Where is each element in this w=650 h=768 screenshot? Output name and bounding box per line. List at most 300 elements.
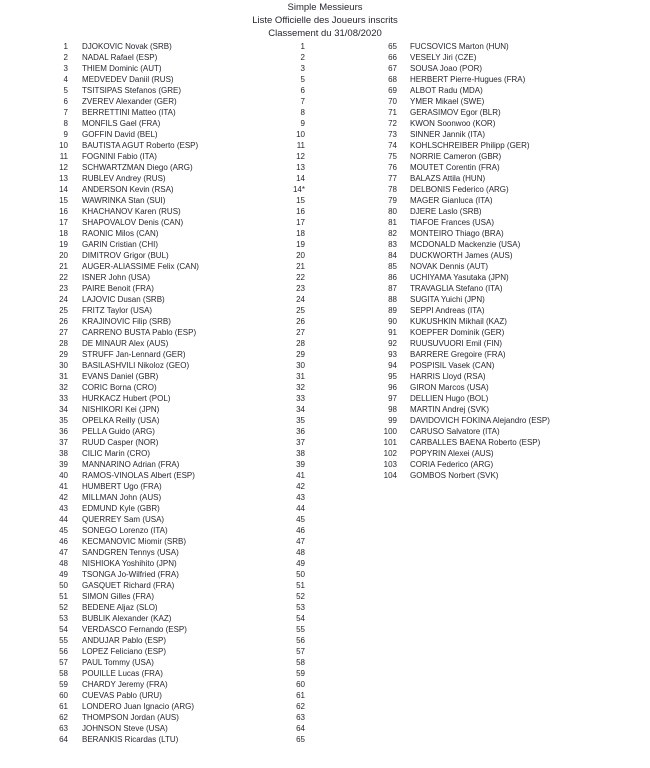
entry-number: 91: [388, 328, 397, 337]
player-name: UCHIYAMA Yasutaka (JPN): [410, 273, 509, 282]
player-ranking: 60: [296, 680, 305, 689]
player-ranking: 3: [300, 64, 305, 73]
player-name: CORIC Borna (CRO): [82, 383, 157, 392]
player-name: HERBERT Pierre-Hugues (FRA): [410, 75, 526, 84]
player-ranking: 15: [296, 196, 305, 205]
player-name: NOVAK Dennis (AUT): [410, 262, 489, 271]
entry-number: 39: [59, 460, 68, 469]
list-item: [330, 305, 650, 316]
entry-number: 79: [388, 196, 397, 205]
list-item: [0, 129, 305, 140]
player-ranking: 48: [296, 548, 305, 557]
list-item: [330, 437, 650, 448]
player-name: GASQUET Richard (FRA): [82, 581, 175, 590]
entry-number: 60: [59, 691, 68, 700]
entry-number: 53: [59, 614, 68, 623]
list-item: [0, 690, 305, 701]
player-name: BALAZS Attila (HUN): [410, 174, 486, 183]
list-item: [0, 734, 305, 745]
list-item: [330, 107, 650, 118]
entry-number: 49: [59, 570, 68, 579]
entry-number: 44: [59, 515, 68, 524]
player-name: EVANS Daniel (GBR): [82, 372, 159, 381]
entry-number: 24: [59, 295, 68, 304]
list-item: [0, 261, 305, 272]
player-name: NISHIOKA Yoshihito (JPN): [82, 559, 177, 568]
list-item: [330, 327, 650, 338]
list-item: [330, 195, 650, 206]
entry-number: 82: [388, 229, 397, 238]
player-name: VERDASCO Fernando (ESP): [82, 625, 187, 634]
player-name: GARIN Cristian (CHI): [82, 240, 159, 249]
entry-number: 10: [59, 141, 68, 150]
player-name: BASILASHVILI Nikoloz (GEO): [82, 361, 190, 370]
player-ranking: 54: [296, 614, 305, 623]
player-ranking: 29: [296, 350, 305, 359]
player-name: GERASIMOV Egor (BLR): [410, 108, 501, 117]
entry-number: 59: [59, 680, 68, 689]
entry-number: 84: [388, 251, 397, 260]
list-item: [0, 250, 305, 261]
list-item: [0, 712, 305, 723]
list-item: [330, 426, 650, 437]
player-ranking: 42: [296, 482, 305, 491]
entry-number: 56: [59, 647, 68, 656]
list-item: [330, 360, 650, 371]
player-name: MONTEIRO Thiago (BRA): [410, 229, 504, 238]
player-name: SCHWARTZMAN Diego (ARG): [82, 163, 193, 172]
player-ranking: 46: [296, 526, 305, 535]
entry-number: 80: [388, 207, 397, 216]
entry-number: 12: [59, 163, 68, 172]
player-name: MONFILS Gael (FRA): [82, 119, 161, 128]
list-item: [0, 558, 305, 569]
list-item: [0, 349, 305, 360]
player-ranking: 12: [296, 152, 305, 161]
entry-number: 74: [388, 141, 397, 150]
list-item: [0, 459, 305, 470]
list-item: [0, 173, 305, 184]
player-name: DELLIEN Hugo (BOL): [410, 394, 489, 403]
list-item: [0, 602, 305, 613]
player-ranking: 64: [296, 724, 305, 733]
entry-number: 7: [63, 108, 68, 117]
player-name: GOFFIN David (BEL): [82, 130, 158, 139]
entry-number: 22: [59, 273, 68, 282]
entry-number: 99: [388, 416, 397, 425]
list-item: [330, 294, 650, 305]
entry-number: 3: [63, 64, 68, 73]
player-name: MARTIN Andrej (SVK): [410, 405, 489, 414]
player-name: KECMANOVIC Miomir (SRB): [82, 537, 187, 546]
entry-number: 100: [383, 427, 397, 436]
player-name: POSPISIL Vasek (CAN): [410, 361, 495, 370]
entry-number: 29: [59, 350, 68, 359]
player-ranking: 33: [296, 394, 305, 403]
player-name: TRAVAGLIA Stefano (ITA): [410, 284, 503, 293]
player-ranking: 39: [296, 460, 305, 469]
player-name: POUILLE Lucas (FRA): [82, 669, 163, 678]
player-name: KHACHANOV Karen (RUS): [82, 207, 181, 216]
player-ranking: 63: [296, 713, 305, 722]
list-item: [0, 162, 305, 173]
player-name: BUBLIK Alexander (KAZ): [82, 614, 172, 623]
player-name: MCDONALD Mackenzie (USA): [410, 240, 521, 249]
player-ranking: 13: [296, 163, 305, 172]
player-name: ANDUJAR Pablo (ESP): [82, 636, 167, 645]
list-item: [330, 283, 650, 294]
player-name: SEPPI Andreas (ITA): [410, 306, 485, 315]
list-item: [330, 41, 650, 52]
list-item: [330, 371, 650, 382]
player-name: CORIA Federico (ARG): [410, 460, 494, 469]
player-name: SINNER Jannik (ITA): [410, 130, 485, 139]
list-item: [0, 393, 305, 404]
entry-number: 8: [63, 119, 68, 128]
player-name: FUCSOVICS Marton (HUN): [410, 42, 509, 51]
player-ranking: 38: [296, 449, 305, 458]
entry-number: 95: [388, 372, 397, 381]
entry-number: 81: [388, 218, 397, 227]
player-name: DE MINAUR Alex (AUS): [82, 339, 169, 348]
list-item: [0, 668, 305, 679]
player-name: THOMPSON Jordan (AUS): [82, 713, 179, 722]
player-name: RAONIC Milos (CAN): [82, 229, 159, 238]
entry-number: 90: [388, 317, 397, 326]
player-name: KOEPFER Dominik (GER): [410, 328, 505, 337]
list-item: [0, 338, 305, 349]
entry-number: 66: [388, 53, 397, 62]
entry-number: 33: [59, 394, 68, 403]
player-ranking: 49: [296, 559, 305, 568]
document-header: [0, 1, 650, 40]
list-item: [0, 206, 305, 217]
players-list-right: [330, 41, 650, 481]
player-ranking: 8: [300, 108, 305, 117]
list-item: [0, 283, 305, 294]
player-ranking: 18: [296, 229, 305, 238]
player-name: SOUSA Joao (POR): [410, 64, 483, 73]
entry-number: 23: [59, 284, 68, 293]
entry-number: 30: [59, 361, 68, 370]
entry-number: 18: [59, 229, 68, 238]
entry-number: 50: [59, 581, 68, 590]
player-ranking: 19: [296, 240, 305, 249]
player-name: PAUL Tommy (USA): [82, 658, 154, 667]
list-item: [0, 96, 305, 107]
player-name: ALBOT Radu (MDA): [410, 86, 483, 95]
list-item: [0, 140, 305, 151]
player-name: OPELKA Reilly (USA): [82, 416, 160, 425]
player-name: NISHIKORI Kei (JPN): [82, 405, 160, 414]
player-ranking: 57: [296, 647, 305, 656]
entry-number: 40: [59, 471, 68, 480]
list-item: [0, 151, 305, 162]
list-item: [0, 580, 305, 591]
player-ranking: 10: [296, 130, 305, 139]
entry-number: 27: [59, 328, 68, 337]
entry-number: 1: [63, 42, 68, 51]
entry-number: 92: [388, 339, 397, 348]
entry-number: 6: [63, 97, 68, 106]
list-item: [0, 481, 305, 492]
list-item: [0, 503, 305, 514]
player-ranking: 27: [296, 328, 305, 337]
entry-number: 55: [59, 636, 68, 645]
list-item: [0, 525, 305, 536]
list-item: [0, 41, 305, 52]
list-item: [330, 470, 650, 481]
list-item: [330, 140, 650, 151]
player-name: KRAJINOVIC Filip (SRB): [82, 317, 171, 326]
player-name: RUUSUVUORI Emil (FIN): [410, 339, 502, 348]
player-ranking: 25: [296, 306, 305, 315]
player-name: GIRON Marcos (USA): [410, 383, 489, 392]
entry-number: 25: [59, 306, 68, 315]
list-item: [330, 349, 650, 360]
list-item: [330, 228, 650, 239]
player-name: WAWRINKA Stan (SUI): [82, 196, 166, 205]
doc-title: Simple Messieurs: [287, 2, 363, 13]
entry-number: 16: [59, 207, 68, 216]
list-item: [0, 305, 305, 316]
entry-number: 87: [388, 284, 397, 293]
list-item: [0, 371, 305, 382]
list-item: [0, 217, 305, 228]
player-name: CHARDY Jeremy (FRA): [82, 680, 168, 689]
list-item: [0, 272, 305, 283]
player-ranking: 24: [296, 295, 305, 304]
list-item: [0, 679, 305, 690]
player-name: HUMBERT Ugo (FRA): [82, 482, 162, 491]
entry-number: 46: [59, 537, 68, 546]
list-item: [330, 184, 650, 195]
entry-number: 37: [59, 438, 68, 447]
entry-number: 96: [388, 383, 397, 392]
player-name: CILIC Marin (CRO): [82, 449, 151, 458]
entry-number: 94: [388, 361, 397, 370]
player-name: YMER Mikael (SWE): [410, 97, 485, 106]
list-item: [0, 327, 305, 338]
entry-number: 15: [59, 196, 68, 205]
doc-ranking-date: Classement du 31/08/2020: [268, 28, 382, 39]
entry-number: 67: [388, 64, 397, 73]
player-name: DELBONIS Federico (ARG): [410, 185, 509, 194]
player-name: BERRETTINI Matteo (ITA): [82, 108, 176, 117]
player-name: CUEVAS Pablo (URU): [82, 691, 162, 700]
player-name: ANDERSON Kevin (RSA): [82, 185, 174, 194]
player-name: TSONGA Jo-Wilfried (FRA): [82, 570, 179, 579]
player-ranking: 34: [296, 405, 305, 414]
player-ranking: 23: [296, 284, 305, 293]
entry-number: 31: [59, 372, 68, 381]
player-ranking: 32: [296, 383, 305, 392]
entry-number: 36: [59, 427, 68, 436]
player-name: CARUSO Salvatore (ITA): [410, 427, 500, 436]
entry-number: 69: [388, 86, 397, 95]
list-item: [330, 316, 650, 327]
player-ranking: 9: [300, 119, 305, 128]
list-item: [0, 591, 305, 602]
entry-number: 103: [383, 460, 397, 469]
entry-number: 58: [59, 669, 68, 678]
list-item: [330, 382, 650, 393]
list-item: [330, 338, 650, 349]
player-ranking: 30: [296, 361, 305, 370]
player-ranking: 35: [296, 416, 305, 425]
player-name: SHAPOVALOV Denis (CAN): [82, 218, 184, 227]
player-name: BERANKIS Ricardas (LTU): [82, 735, 179, 744]
entry-number: 32: [59, 383, 68, 392]
list-item: [0, 228, 305, 239]
entry-number: 71: [388, 108, 397, 117]
entry-number: 45: [59, 526, 68, 535]
player-ranking: 28: [296, 339, 305, 348]
player-name: QUERREY Sam (USA): [82, 515, 165, 524]
player-name: CARBALLES BAENA Roberto (ESP): [410, 438, 541, 447]
entry-number: 51: [59, 592, 68, 601]
player-name: STRUFF Jan-Lennard (GER): [82, 350, 186, 359]
list-item: [330, 250, 650, 261]
player-ranking: 55: [296, 625, 305, 634]
list-item: [0, 569, 305, 580]
player-name: VESELY Jiri (CZE): [410, 53, 477, 62]
entry-number: 17: [59, 218, 68, 227]
player-name: LONDERO Juan Ignacio (ARG): [82, 702, 195, 711]
entry-number: 14: [59, 185, 68, 194]
player-name: GOMBOS Norbert (SVK): [410, 471, 499, 480]
player-ranking: 59: [296, 669, 305, 678]
player-name: SUGITA Yuichi (JPN): [410, 295, 485, 304]
player-ranking: 7: [300, 97, 305, 106]
list-item: [0, 492, 305, 503]
player-name: TSITSIPAS Stefanos (GRE): [82, 86, 181, 95]
entry-number: 93: [388, 350, 397, 359]
list-item: [0, 646, 305, 657]
player-name: NADAL Rafael (ESP): [82, 53, 158, 62]
player-ranking: 47: [296, 537, 305, 546]
player-ranking: 20: [296, 251, 305, 260]
list-item: [330, 448, 650, 459]
entry-number: 54: [59, 625, 68, 634]
entry-number: 85: [388, 262, 397, 271]
player-ranking: 5: [300, 75, 305, 84]
player-ranking: 11: [296, 141, 305, 150]
entry-number: 102: [383, 449, 397, 458]
player-ranking: 61: [296, 691, 305, 700]
list-item: [0, 195, 305, 206]
entry-number: 26: [59, 317, 68, 326]
player-name: EDMUND Kyle (GBR): [82, 504, 160, 513]
list-item: [0, 63, 305, 74]
list-item: [330, 52, 650, 63]
entry-number: 52: [59, 603, 68, 612]
entry-number: 65: [388, 42, 397, 51]
list-item: [0, 701, 305, 712]
entry-number: 64: [59, 735, 68, 744]
player-name: DUCKWORTH James (AUS): [410, 251, 513, 260]
list-item: [330, 173, 650, 184]
list-item: [0, 239, 305, 250]
entry-number: 5: [63, 86, 68, 95]
entry-number: 76: [388, 163, 397, 172]
entry-number: 28: [59, 339, 68, 348]
entry-number: 57: [59, 658, 68, 667]
player-ranking: 6: [300, 86, 305, 95]
list-item: [0, 536, 305, 547]
player-ranking: 17: [296, 218, 305, 227]
list-item: [330, 118, 650, 129]
player-name: HURKACZ Hubert (POL): [82, 394, 171, 403]
player-name: AUGER-ALIASSIME Felix (CAN): [82, 262, 199, 271]
player-name: BEDENE Aljaz (SLO): [82, 603, 158, 612]
player-name: MILLMAN John (AUS): [82, 493, 162, 502]
player-name: MEDVEDEV Daniil (RUS): [82, 75, 174, 84]
entry-number: 19: [59, 240, 68, 249]
player-name: THIEM Dominic (AUT): [82, 64, 162, 73]
player-ranking: 44: [296, 504, 305, 513]
entry-number: 98: [388, 405, 397, 414]
list-item: [0, 547, 305, 558]
player-ranking: 65: [296, 735, 305, 744]
list-item: [0, 404, 305, 415]
list-item: [0, 316, 305, 327]
list-item: [330, 217, 650, 228]
entry-number: 101: [383, 438, 397, 447]
entry-number: 47: [59, 548, 68, 557]
entry-number: 9: [63, 130, 68, 139]
entry-number: 78: [388, 185, 397, 194]
list-item: [0, 184, 305, 195]
list-item: [330, 393, 650, 404]
entry-number: 48: [59, 559, 68, 568]
list-item: [0, 723, 305, 734]
player-ranking: 56: [296, 636, 305, 645]
player-name: PAIRE Benoit (FRA): [82, 284, 154, 293]
entry-number: 62: [59, 713, 68, 722]
list-item: [330, 151, 650, 162]
entry-number: 41: [59, 482, 68, 491]
list-item: [0, 514, 305, 525]
player-name: FRITZ Taylor (USA): [82, 306, 153, 315]
player-name: ZVEREV Alexander (GER): [82, 97, 177, 106]
entry-number: 61: [59, 702, 68, 711]
player-name: KUKUSHKIN Mikhail (KAZ): [410, 317, 507, 326]
player-name: LAJOVIC Dusan (SRB): [82, 295, 165, 304]
player-name: RUUD Casper (NOR): [82, 438, 159, 447]
entry-number: 34: [59, 405, 68, 414]
player-ranking: 51: [296, 581, 305, 590]
player-ranking: 50: [296, 570, 305, 579]
player-ranking: 43: [296, 493, 305, 502]
entry-number: 43: [59, 504, 68, 513]
player-name: LOPEZ Feliciano (ESP): [82, 647, 167, 656]
player-name: DJOKOVIC Novak (SRB): [82, 42, 172, 51]
list-item: [330, 129, 650, 140]
doc-subtitle: Liste Officielle des Joueurs inscrits: [252, 15, 398, 26]
player-name: TIAFOE Frances (USA): [410, 218, 495, 227]
list-item: [330, 162, 650, 173]
list-item: [0, 415, 305, 426]
list-item: [0, 624, 305, 635]
entry-number: 38: [59, 449, 68, 458]
list-item: [0, 74, 305, 85]
player-ranking: 22: [296, 273, 305, 282]
list-item: [0, 118, 305, 129]
player-ranking: 1: [300, 42, 305, 51]
player-ranking: 37: [296, 438, 305, 447]
player-name: JOHNSON Steve (USA): [82, 724, 168, 733]
